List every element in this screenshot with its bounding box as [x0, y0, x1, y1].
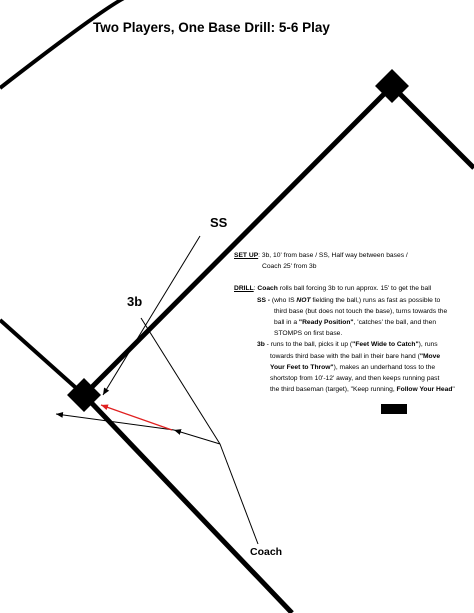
- page-title: Two Players, One Base Drill: 5-6 Play: [93, 20, 330, 35]
- drill-heading: DRILL: [234, 285, 254, 293]
- shortstop-label: SS: [210, 215, 228, 230]
- tb-line-1: 3b - runs to the ball, picks it up ("Feet Wide to Catch"), runs: [257, 341, 438, 349]
- ss-line-3: ball in a "Ready Position", 'catches' the ball, and then: [274, 319, 437, 327]
- drill-instructions: [234, 250, 470, 395]
- foul-line-third: [0, 320, 84, 395]
- third-baseman-path: [141, 318, 220, 444]
- baseline-second-to-first: [392, 86, 474, 168]
- ss-line-4: STOMPS on first base.: [274, 330, 343, 338]
- ball-roll-path: [220, 444, 258, 544]
- tb-line-4: shortstop from 10'-12' away, and then keeps running past: [270, 375, 440, 383]
- ss-line-2: third base (but does not touch the base), turns towards the: [274, 307, 448, 315]
- ss-line-1: SS - (who IS NOT fielding the ball,) runs as fast as possible to: [257, 296, 441, 304]
- setup-heading: SET UP: [234, 252, 259, 259]
- third-baseman-label: 3b: [127, 294, 143, 309]
- drill-line-coach: DRILL: Coach rolls ball forcing 3b to run approx. 15' to get the ball: [234, 285, 432, 293]
- tb-line-3: Your Feet to Throw"), makes an underhand toss to the: [270, 363, 436, 371]
- ss-path: [103, 236, 200, 395]
- black-marker: [381, 404, 407, 414]
- coach-label: Coach: [250, 546, 283, 558]
- setup-line-2: Coach 25' from 3b: [262, 263, 317, 271]
- outfield-arc: [0, 0, 132, 88]
- setup-line-1: SET UP: 3b, 10' from base / SS, Half way between bases /: [234, 252, 408, 259]
- baseline-third-to-home: [84, 395, 292, 613]
- tb-line-2: towards third base with the ball in their bare hand ("Move: [270, 352, 441, 360]
- tb-line-5: the third baseman (target), "Keep running, Follow Your Head": [270, 386, 455, 394]
